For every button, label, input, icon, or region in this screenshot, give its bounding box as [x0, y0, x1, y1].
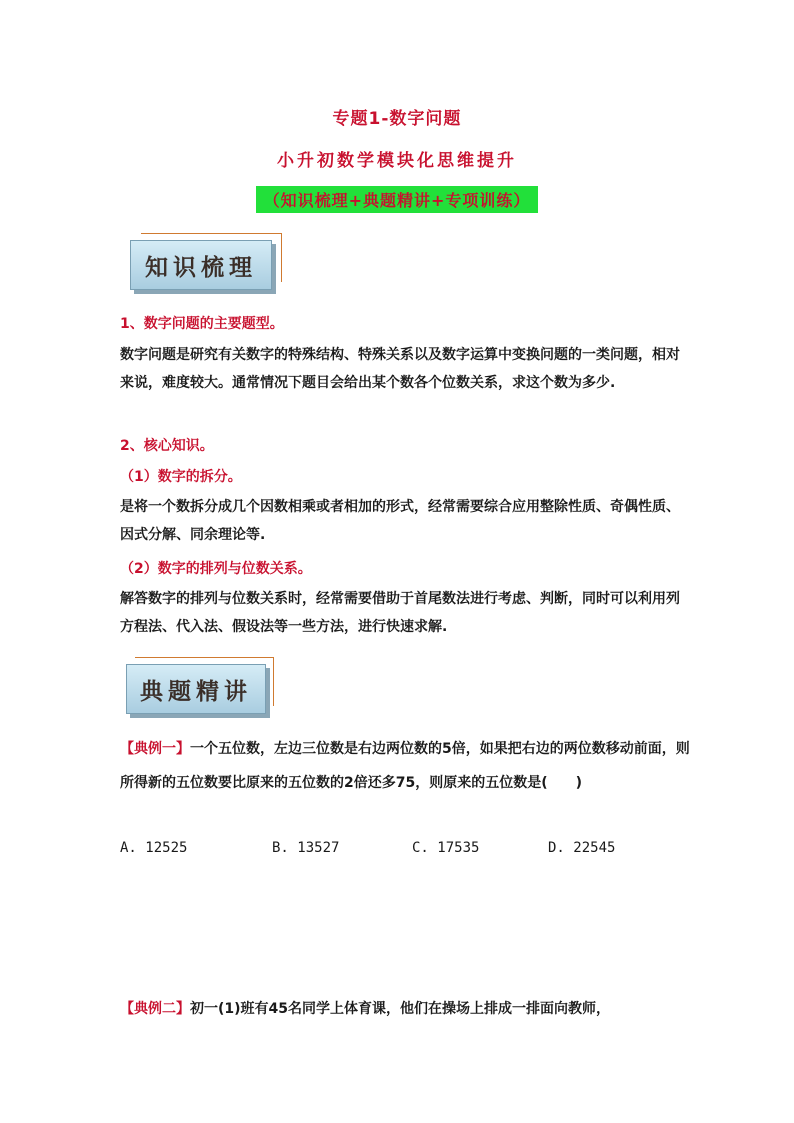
examples-section-banner: [126, 664, 266, 714]
knowledge-section-title: 知识梳理: [145, 253, 257, 281]
choice-b: B. 13527: [272, 840, 340, 856]
knowledge-heading-2: 2、核心知识。: [120, 438, 214, 454]
document-title: 专题1-数字问题: [332, 109, 462, 129]
example-2-question: [120, 995, 690, 1023]
example-1-question: [120, 732, 690, 800]
choice-a: A. 12525: [120, 840, 188, 856]
knowledge-subheading-2: （2）数字的排列与位数关系。: [120, 561, 312, 577]
document-subtitle: 小升初数学模块化思维提升: [277, 151, 517, 171]
document-tagline: （知识梳理+典题精讲+专项训练）: [256, 186, 539, 213]
example-1-text: 一个五位数，左边三位数是右边两位数的5倍，如果把右边的两位数移动前面，则所得新的五位数要比原来的五位数的2倍还多75，则原来的五位数是( ): [120, 741, 690, 791]
knowledge-subheading-1: （1）数字的拆分。: [120, 469, 242, 485]
knowledge-paragraph-1: 数字问题是研究有关数字的特殊结构、特殊关系以及数字运算中变换问题的一类问题，相对来说，难度较大。通常情况下题目会给出某个数各个位数关系，求这个数为多少.: [120, 347, 680, 391]
knowledge-heading-1: 1、数字问题的主要题型。: [120, 316, 284, 332]
tagline-wrapper: [0, 186, 794, 213]
example-2-text: 初一(1)班有45名同学上体育课，他们在操场上排成一排面向教师，: [190, 1001, 611, 1017]
choice-d: D. 22545: [548, 840, 616, 856]
example-1-choices: [120, 840, 700, 864]
example-1-label: 【典例一】: [120, 741, 190, 757]
example-2-label: 【典例二】: [120, 1001, 190, 1017]
examples-section-title: 典题精讲: [140, 677, 252, 705]
knowledge-paragraph-2: 是将一个数拆分成几个因数相乘或者相加的形式，经常需要综合应用整除性质、奇偶性质、因式分解、同余理论等.: [120, 499, 680, 543]
knowledge-section-banner: [130, 240, 272, 290]
choice-c: C. 17535: [412, 840, 480, 856]
knowledge-paragraph-3: 解答数字的排列与位数关系时，经常需要借助于首尾数法进行考虑、判断，同时可以利用列方程法、代入法、假设法等一些方法，进行快速求解.: [120, 591, 680, 635]
